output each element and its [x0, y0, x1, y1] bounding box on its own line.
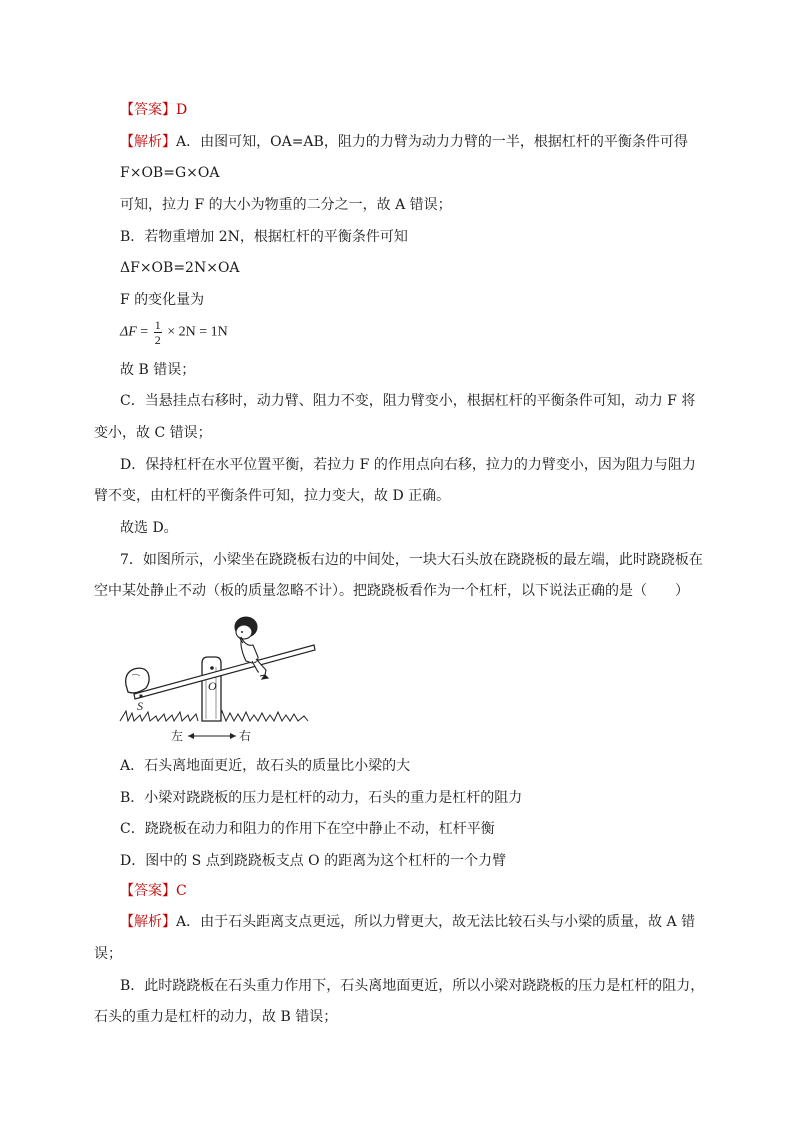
analysis-text: A．由于石头距离支点更远，所以力臂更大，故无法比较石头与小梁的质量，故 A 错 — [176, 914, 696, 930]
seesaw-figure — [118, 615, 318, 745]
answer-value: C — [176, 883, 187, 899]
fulcrum-icon — [202, 657, 221, 721]
answer-value: D — [176, 102, 188, 118]
analysis-label: 【解析】 — [120, 914, 176, 930]
fraction-denominator: 2 — [154, 333, 161, 347]
formula-equals: = — [140, 324, 149, 340]
label-o: O — [208, 679, 217, 693]
formula-lhs: ΔF — [120, 324, 137, 340]
label-left: 左 — [171, 729, 184, 743]
option-d: D．图中的 S 点到跷跷板支点 O 的距离为这个杠杆的一个力臂 — [120, 853, 507, 869]
analysis-label: 【解析】 — [120, 134, 176, 150]
q6-analysis-a — [120, 133, 688, 151]
seesaw-board-icon — [134, 645, 315, 699]
fraction-formula — [120, 318, 228, 347]
paragraph-line: 变小，故 C 错误； — [94, 425, 212, 441]
q7-stem-cont: 空中某处静止不动（板的质量忽略不计）。把跷跷板看作为一个杠杆，以下说法正确的是（ ） — [94, 583, 689, 599]
option-a: A．石头离地面更近，故石头的质量比小梁的大 — [120, 758, 411, 774]
paragraph-line: 石头的重力是杠杆的动力，故 B 错误； — [94, 1009, 338, 1025]
q7-stem: 7．如图所示，小梁坐在跷跷板右边的中间处，一块大石头放在跷跷板的最左端，此时跷跷板在 — [120, 552, 703, 568]
direction-arrow — [171, 729, 251, 743]
option-b: B．小梁对跷跷板的压力是杠杆的动力，石头的重力是杠杆的阻力 — [120, 790, 523, 806]
label-s: S — [137, 699, 143, 713]
paragraph-line: 故 B 错误； — [120, 362, 196, 378]
equation-line: ΔF×OB=2N×OA — [120, 260, 240, 276]
label-right: 右 — [239, 729, 252, 743]
paragraph-line: 可知，拉力 F 的大小为物重的二分之一，故 A 错误； — [120, 197, 452, 213]
paragraph-line: C．当悬挂点右移时，动力臂、阻力不变，阻力臂变小，根据杠杆的平衡条件可知，动力 F 将 — [120, 393, 696, 409]
answer-label: 【答案】 — [120, 883, 176, 899]
equation-line: F×OB=G×OA — [120, 165, 220, 181]
paragraph-line: 误； — [94, 946, 122, 962]
paragraph-line: F 的变化量为 — [120, 292, 205, 308]
fraction-numerator: 1 — [154, 318, 161, 332]
answer-label: 【答案】 — [120, 102, 176, 118]
paragraph-line: 臂不变，由杠杆的平衡条件可知，拉力变大，故 D 正确。 — [94, 488, 451, 504]
paragraph-line: B．此时跷跷板在石头重力作用下，石头离地面更近，所以小梁对跷跷板的压力是杠杆的阻力， — [120, 978, 705, 994]
paragraph-line: 故选 D。 — [120, 520, 178, 536]
analysis-text: A．由图可知，OA=AB，阻力的力臂为动力力臂的一半，根据杠杆的平衡条件可得 — [176, 134, 688, 150]
q7-analysis-a — [120, 913, 695, 931]
q6-answer — [120, 101, 187, 119]
paragraph-line: D．保持杠杆在水平位置平衡，若拉力 F 的作用点向右移，拉力的力臂变小，因为阻力与阻力 — [120, 457, 696, 473]
option-c: C．跷跷板在动力和阻力的作用下在空中静止不动，杠杆平衡 — [120, 821, 495, 837]
fraction — [154, 318, 162, 347]
paragraph-line: B．若物重增加 2N，根据杠杆的平衡条件可知 — [120, 229, 408, 245]
formula-rest: × 2N = 1N — [167, 324, 228, 340]
q7-answer — [120, 882, 187, 900]
